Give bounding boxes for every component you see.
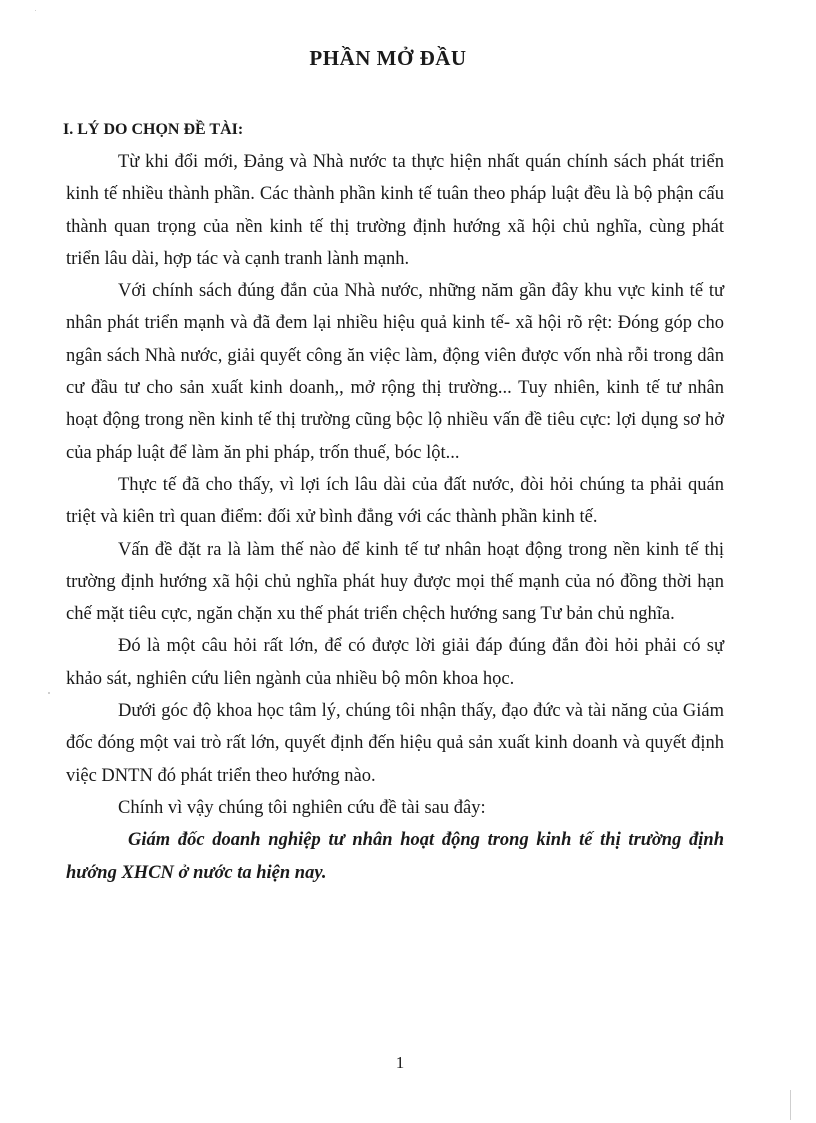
page-title: PHẦN MỞ ĐẦU (309, 46, 467, 70)
paragraph-1: Từ khi đổi mới, Đảng và Nhà nước ta thực hiện nhất quán chính sách phát triển kinh tế nhiều thành phần. Các thành phần kinh tế tuân theo pháp luật đều là bộ phận cấu thành quan trọng của nền kinh tế thị trường định hướng xã hội chủ nghĩa, cùng phát triển lâu dài, hợp tác và cạnh tranh lành mạnh. (66, 152, 724, 269)
topic-title: Giám đốc doanh nghiệp tư nhân hoạt động trong kinh tế thị trường định hướng XHCN ở nước ta hiện nay. (66, 830, 724, 883)
paragraph-5: Đó là một câu hỏi rất lớn, để có được lời giải đáp đúng đắn đòi hỏi phải có sự khảo sát, nghiên cứu liên ngành của nhiều bộ môn khoa học. (66, 636, 724, 689)
paragraph-7: Chính vì vậy chúng tôi nghiên cứu đề tài sau đây: (118, 797, 486, 818)
paragraph-4: Vấn đề đặt ra là làm thế nào để kinh tế tư nhân hoạt động trong nền kinh tế thị trường định hướng xã hội chủ nghĩa phát huy được mọi thế mạnh của nó đồng thời hạn chế mặt tiêu cực, ngăn chặn xu thế phát triển chệch hướng sang Tư bản chủ nghĩa. (66, 539, 724, 625)
paragraph-6: Dưới góc độ khoa học tâm lý, chúng tôi nhận thấy, đạo đức và tài năng của Giám đốc đóng một vai trò rất lớn, quyết định đến hiệu quả sản xuất kinh doanh và quyết định việc DNTN đó phát triển theo hướng nào. (66, 701, 724, 786)
scan-speck (48, 692, 50, 694)
scan-speck (35, 10, 36, 11)
section-heading: I. LÝ DO CHỌN ĐỀ TÀI: (63, 121, 244, 138)
paragraph-2: Với chính sách đúng đắn của Nhà nước, những năm gần đây khu vực kinh tế tư nhân phát triển mạnh và đã đem lại nhiều hiệu quả kinh tế- xã hội rõ rệt: Đóng góp cho ngân sách Nhà nước, giải quyết công ăn việc làm, động viên được vốn nhà rỗi trong dân cư đầu tư cho sản xuất kinh doanh,, mở rộng thị trường... Tuy nhiên, kinh tế tư nhân hoạt động trong nền kinh tế thị trường cũng bộc lộ nhiều vấn đề tiêu cực: lợi dụng sơ hở của pháp luật để làm ăn phi pháp, trốn thuế, bóc lột... (66, 281, 724, 463)
body-text (66, 146, 724, 889)
page-number: 1 (395, 1053, 405, 1072)
paragraph-3: Thực tế đã cho thấy, vì lợi ích lâu dài của đất nước, đòi hỏi chúng ta phải quán triệt và kiên trì quan điểm: đối xử bình đẳng với các thành phần kinh tế. (66, 474, 724, 528)
scan-speck (790, 1090, 791, 1120)
